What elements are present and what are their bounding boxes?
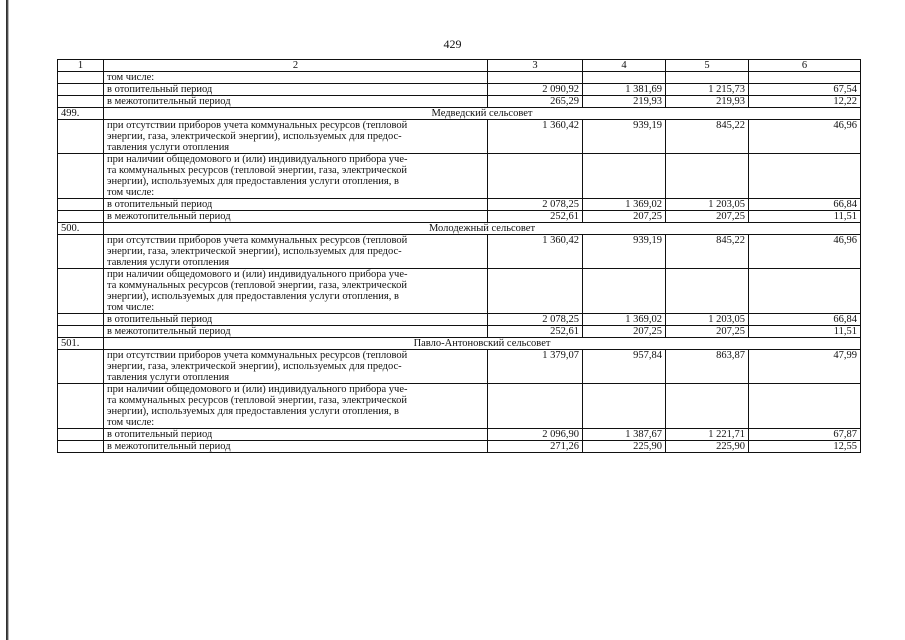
value-cell: 225,90 xyxy=(666,441,749,453)
number-cell xyxy=(58,120,104,154)
value-cell: 219,93 xyxy=(583,96,666,108)
text-line: энергии), используемых для предоставления услуги отопления, в xyxy=(107,176,399,187)
number-cell xyxy=(58,441,104,453)
text-line: та коммунальных ресурсов (тепловой энергии, газа, электрической xyxy=(107,280,407,291)
with-meter-row xyxy=(58,269,861,314)
value-cell: 1 360,42 xyxy=(488,235,583,269)
value-cell: 1 381,69 xyxy=(583,84,666,96)
number-cell xyxy=(58,429,104,441)
number-cell xyxy=(58,326,104,338)
with-meter-row xyxy=(58,384,861,429)
with-meter-row xyxy=(58,154,861,199)
number-cell xyxy=(58,199,104,211)
value-cell: 11,51 xyxy=(749,211,861,223)
value-cell: 1 379,07 xyxy=(488,350,583,384)
value-cell: 957,84 xyxy=(583,350,666,384)
value-cell xyxy=(749,154,861,199)
row-label: в отопительный период xyxy=(104,199,488,211)
value-cell xyxy=(666,269,749,314)
value-cell: 219,93 xyxy=(666,96,749,108)
value-cell: 46,96 xyxy=(749,120,861,154)
period-row xyxy=(58,429,861,441)
text-line: энергии), используемых для предоставления услуги отопления, в xyxy=(107,291,399,302)
value-cell: 1 215,73 xyxy=(666,84,749,96)
value-cell: 2 078,25 xyxy=(488,314,583,326)
value-cell xyxy=(583,269,666,314)
section-number: 500. xyxy=(58,223,104,235)
header-cell: 3 xyxy=(488,60,583,72)
section-name: Медведский сельсовет xyxy=(104,108,861,120)
value-cell: 1 387,67 xyxy=(583,429,666,441)
value-cell: 939,19 xyxy=(583,120,666,154)
scan-edge xyxy=(6,0,9,640)
value-cell xyxy=(488,72,583,84)
no-meter-row xyxy=(58,350,861,384)
value-cell: 1 203,05 xyxy=(666,199,749,211)
table-body xyxy=(58,60,861,453)
value-cell xyxy=(488,384,583,429)
header-cell: 2 xyxy=(104,60,488,72)
value-cell xyxy=(749,384,861,429)
value-cell: 207,25 xyxy=(666,211,749,223)
number-cell xyxy=(58,384,104,429)
text-line: тавления услуги отопления xyxy=(107,372,230,383)
value-cell xyxy=(488,154,583,199)
row-description xyxy=(104,350,488,384)
text-line: энергии), используемых для предоставления услуги отопления, в xyxy=(107,406,399,417)
value-cell xyxy=(666,154,749,199)
value-cell: 1 203,05 xyxy=(666,314,749,326)
row-label: в отопительный период xyxy=(104,314,488,326)
text-line: энергии, газа, электрической энергии), используемых для предос- xyxy=(107,361,402,372)
value-cell: 207,25 xyxy=(583,211,666,223)
value-cell: 12,22 xyxy=(749,96,861,108)
row-label: в межотопительный период xyxy=(104,326,488,338)
text-line: при наличии общедомового и (или) индивидуального прибора уче- xyxy=(107,154,408,165)
row-label: том числе: xyxy=(104,72,488,84)
page-number: 429 xyxy=(443,37,462,51)
header-cell: 1 xyxy=(58,60,104,72)
value-cell: 939,19 xyxy=(583,235,666,269)
row-description xyxy=(104,384,488,429)
text-line: том числе: xyxy=(107,187,155,198)
period-row xyxy=(58,326,861,338)
number-cell xyxy=(58,235,104,269)
value-cell: 47,99 xyxy=(749,350,861,384)
number-cell xyxy=(58,211,104,223)
value-cell: 271,26 xyxy=(488,441,583,453)
number-cell xyxy=(58,154,104,199)
text-line: энергии, газа, электрической энергии), используемых для предос- xyxy=(107,131,402,142)
text-line: та коммунальных ресурсов (тепловой энергии, газа, электрической xyxy=(107,165,407,176)
period-row xyxy=(58,441,861,453)
period-row xyxy=(58,84,861,96)
section-name: Павло-Антоновский сельсовет xyxy=(104,338,861,350)
text-line: том числе: xyxy=(107,302,155,313)
value-cell: 1 369,02 xyxy=(583,199,666,211)
value-cell xyxy=(749,72,861,84)
row-label: в отопительный период xyxy=(104,429,488,441)
text-line: том числе: xyxy=(107,417,155,428)
section-header-row xyxy=(58,338,861,350)
value-cell: 46,96 xyxy=(749,235,861,269)
value-cell: 66,84 xyxy=(749,199,861,211)
text-line: при отсутствии приборов учета коммунальных ресурсов (тепловой xyxy=(107,235,408,246)
value-cell: 2 096,90 xyxy=(488,429,583,441)
value-cell: 265,29 xyxy=(488,96,583,108)
value-cell: 2 078,25 xyxy=(488,199,583,211)
value-cell: 225,90 xyxy=(583,441,666,453)
value-cell xyxy=(583,384,666,429)
value-cell xyxy=(749,269,861,314)
row-description xyxy=(104,269,488,314)
period-row xyxy=(58,199,861,211)
value-cell: 66,84 xyxy=(749,314,861,326)
text-line: при наличии общедомового и (или) индивидуального прибора уче- xyxy=(107,269,408,280)
value-cell: 845,22 xyxy=(666,235,749,269)
number-cell xyxy=(58,72,104,84)
number-cell xyxy=(58,96,104,108)
header-cell: 5 xyxy=(666,60,749,72)
no-meter-row xyxy=(58,235,861,269)
row-description xyxy=(104,120,488,154)
value-cell: 1 369,02 xyxy=(583,314,666,326)
value-cell: 207,25 xyxy=(666,326,749,338)
text-line: при наличии общедомового и (или) индивидуального прибора уче- xyxy=(107,384,408,395)
no-meter-row xyxy=(58,120,861,154)
value-cell xyxy=(583,154,666,199)
text-line: при отсутствии приборов учета коммунальных ресурсов (тепловой xyxy=(107,120,408,131)
period-row xyxy=(58,314,861,326)
value-cell: 11,51 xyxy=(749,326,861,338)
value-cell xyxy=(666,72,749,84)
header-cell: 4 xyxy=(583,60,666,72)
tariff-table xyxy=(57,59,861,453)
text-line: при отсутствии приборов учета коммунальных ресурсов (тепловой xyxy=(107,350,408,361)
value-cell: 67,87 xyxy=(749,429,861,441)
value-cell: 252,61 xyxy=(488,211,583,223)
number-cell xyxy=(58,314,104,326)
value-cell: 845,22 xyxy=(666,120,749,154)
value-cell xyxy=(488,269,583,314)
number-cell xyxy=(58,84,104,96)
value-cell: 863,87 xyxy=(666,350,749,384)
text-line: тавления услуги отопления xyxy=(107,257,230,268)
section-number: 499. xyxy=(58,108,104,120)
text-line: тавления услуги отопления xyxy=(107,142,230,153)
value-cell: 252,61 xyxy=(488,326,583,338)
number-cell xyxy=(58,350,104,384)
header-cell: 6 xyxy=(749,60,861,72)
row-description xyxy=(104,154,488,199)
section-name: Молодежный сельсовет xyxy=(104,223,861,235)
value-cell xyxy=(666,384,749,429)
value-cell: 1 360,42 xyxy=(488,120,583,154)
row-label: в межотопительный период xyxy=(104,441,488,453)
text-line: та коммунальных ресурсов (тепловой энергии, газа, электрической xyxy=(107,395,407,406)
row-label: в межотопительный период xyxy=(104,96,488,108)
header-row xyxy=(58,60,861,72)
value-cell: 1 221,71 xyxy=(666,429,749,441)
row-label: в межотопительный период xyxy=(104,211,488,223)
section-header-row xyxy=(58,223,861,235)
continuation-row xyxy=(58,72,861,84)
value-cell: 2 090,92 xyxy=(488,84,583,96)
row-label: в отопительный период xyxy=(104,84,488,96)
period-row xyxy=(58,96,861,108)
row-description xyxy=(104,235,488,269)
section-header-row xyxy=(58,108,861,120)
period-row xyxy=(58,211,861,223)
value-cell xyxy=(583,72,666,84)
value-cell: 67,54 xyxy=(749,84,861,96)
value-cell: 207,25 xyxy=(583,326,666,338)
text-line: энергии, газа, электрической энергии), используемых для предос- xyxy=(107,246,402,257)
value-cell: 12,55 xyxy=(749,441,861,453)
section-number: 501. xyxy=(58,338,104,350)
number-cell xyxy=(58,269,104,314)
